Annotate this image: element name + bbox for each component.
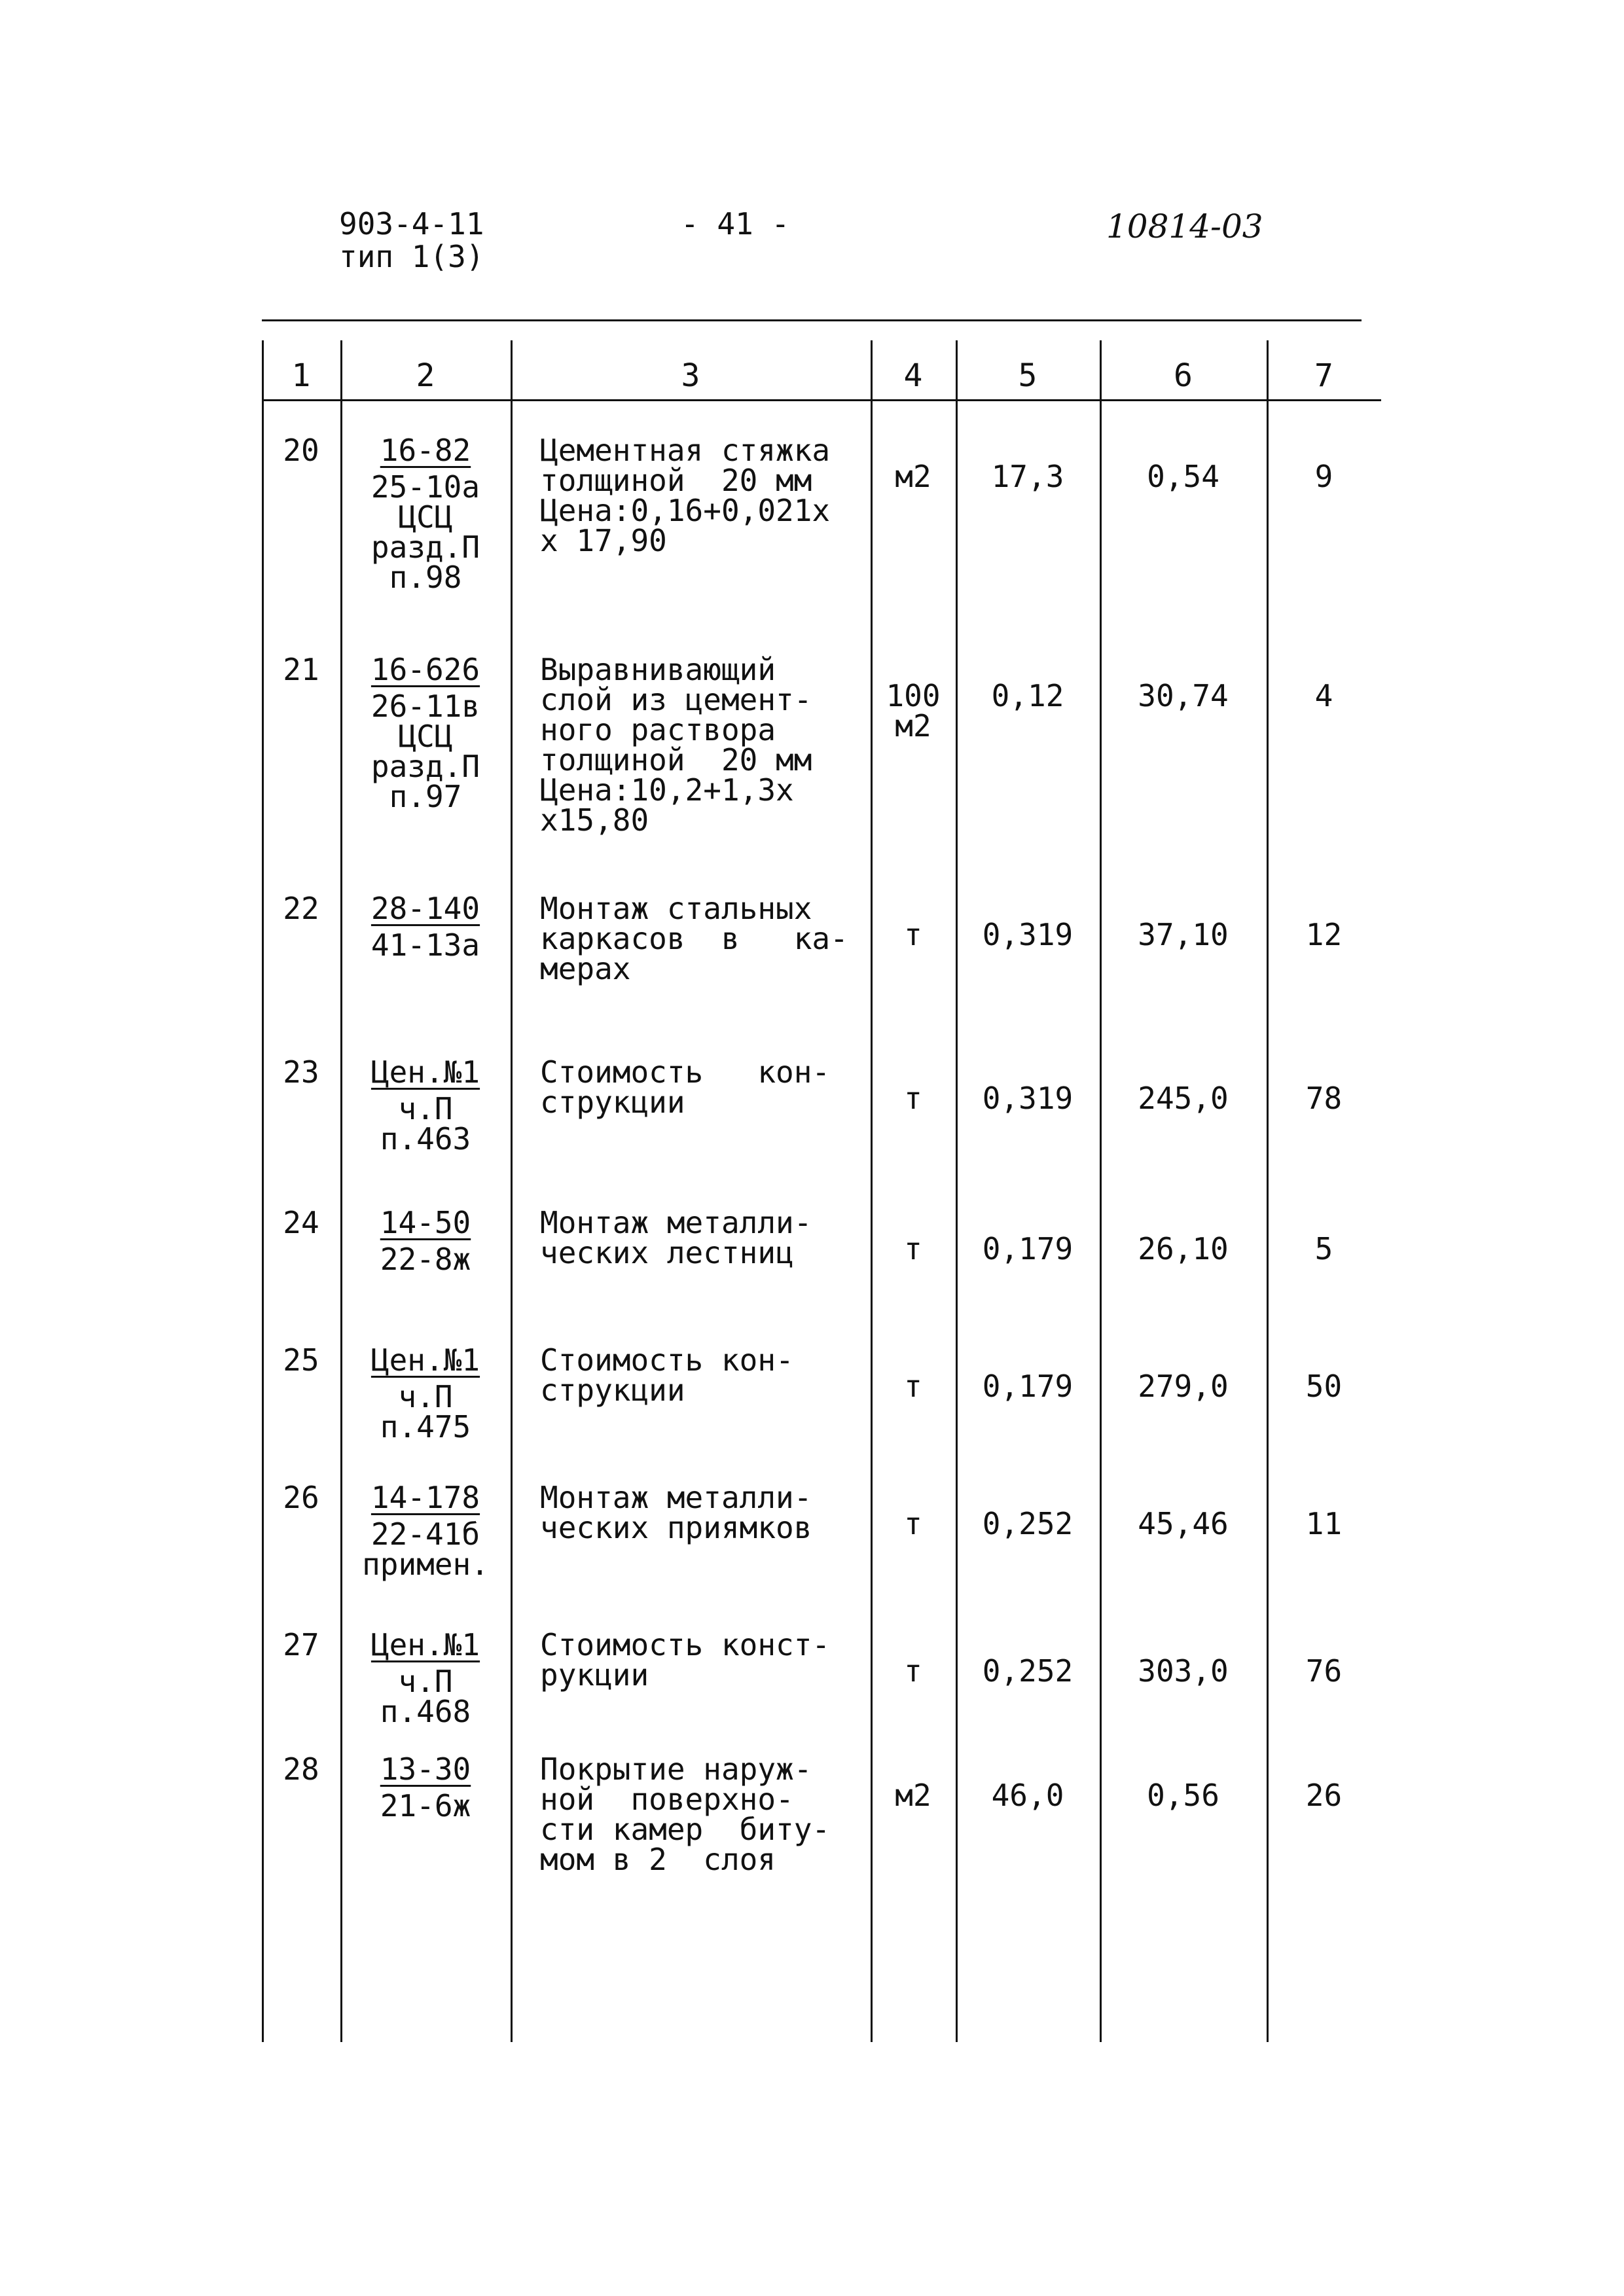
unit-price: 0,54 — [1147, 459, 1219, 494]
description-line: струкции — [540, 1372, 685, 1408]
description-line: Стоимость кон- — [540, 1054, 831, 1090]
unit: м2 — [895, 1778, 931, 1813]
reference-line: 22-8ж — [380, 1242, 471, 1277]
total-cost: 76 — [1305, 1653, 1343, 1689]
unit: т — [904, 1369, 922, 1404]
description-line: слой из цемент- — [540, 682, 812, 717]
reference-line: Цен.№1 — [370, 1342, 480, 1378]
total-cost: 50 — [1305, 1369, 1343, 1404]
reference-line: 14-178 — [370, 1480, 480, 1515]
column-header: 7 — [1314, 357, 1333, 394]
description-line: Цена:10,2+1,3х — [540, 772, 794, 808]
reference-line: ч.П — [398, 1091, 453, 1126]
unit-price: 26,10 — [1138, 1231, 1229, 1266]
description-line: Цементная стяжка — [540, 433, 831, 468]
description-line: Цена:0,16+0,021х — [540, 493, 831, 528]
description-line: каркасов в ка- — [540, 921, 848, 956]
quantity: 0,252 — [982, 1653, 1074, 1689]
reference-line: 21-6ж — [380, 1788, 471, 1823]
unit: т — [904, 1231, 922, 1266]
description-line: Монтаж металли- — [540, 1205, 812, 1240]
total-cost: 78 — [1305, 1081, 1343, 1116]
description-line: Стоимость конст- — [540, 1627, 831, 1662]
unit: т — [904, 917, 922, 952]
reference-line: разд.П — [370, 529, 480, 565]
row-number: 21 — [283, 652, 319, 687]
reference-line: п.468 — [380, 1694, 471, 1729]
description-line: х15,80 — [540, 802, 649, 838]
total-cost: 26 — [1305, 1778, 1343, 1813]
reference-line: Цен.№1 — [370, 1054, 480, 1090]
reference-line: 22-41б — [370, 1516, 480, 1552]
reference-line: п.97 — [389, 779, 462, 814]
quantity: 46,0 — [991, 1778, 1064, 1813]
row-number: 22 — [283, 891, 319, 926]
description-line: ческих лестниц — [540, 1235, 794, 1270]
reference-line: 16-626 — [370, 652, 480, 687]
reference-line: ЦСЦ — [398, 719, 453, 754]
document-type: тип 1(3) — [339, 239, 484, 274]
description-line: мом в 2 слоя — [540, 1842, 776, 1877]
description-line: Стоимость кон- — [540, 1342, 794, 1378]
quantity: 0,179 — [982, 1231, 1074, 1266]
total-cost: 5 — [1314, 1231, 1333, 1266]
row-number: 20 — [283, 433, 319, 468]
top-rule — [262, 319, 1362, 321]
column-header: 5 — [1018, 357, 1038, 394]
description-line: Покрытие наруж- — [540, 1751, 812, 1787]
reference-line: п.475 — [380, 1409, 471, 1444]
unit: т — [904, 1506, 922, 1541]
description-line: Монтаж металли- — [540, 1480, 812, 1515]
column-header: 4 — [903, 357, 923, 394]
quantity: 0,179 — [982, 1369, 1074, 1404]
reference-line: ч.П — [398, 1664, 453, 1699]
description-line: х 17,90 — [540, 523, 667, 558]
quantity: 0,319 — [982, 1081, 1074, 1116]
unit: м2 — [895, 459, 931, 494]
quantity: 17,3 — [991, 459, 1064, 494]
description-line: ного раствора — [540, 712, 776, 747]
reference-line: 25-10а — [370, 469, 480, 505]
reference-line: ч.П — [398, 1379, 453, 1414]
row-number: 23 — [283, 1054, 319, 1090]
column-header: 3 — [681, 357, 700, 394]
row-number: 27 — [283, 1627, 319, 1662]
unit-price: 245,0 — [1138, 1081, 1229, 1116]
description-line: сти камер биту- — [540, 1812, 831, 1847]
row-number: 24 — [283, 1205, 319, 1240]
header-underline — [262, 399, 1381, 401]
description-line: струкции — [540, 1085, 685, 1120]
total-cost: 4 — [1314, 678, 1333, 713]
column-header: 2 — [416, 357, 435, 394]
reference-line: ЦСЦ — [398, 499, 453, 535]
reference-line: 41-13а — [370, 927, 480, 963]
quantity: 0,12 — [991, 678, 1064, 713]
unit-price: 37,10 — [1138, 917, 1229, 952]
row-number: 28 — [283, 1751, 319, 1787]
handwritten-note: 10814-03 — [1106, 207, 1263, 245]
description-line: ной поверхно- — [540, 1782, 794, 1817]
document-code: 903-4-11 — [339, 206, 484, 242]
reference-line: примен. — [362, 1547, 489, 1582]
description-line: толщиной 20 мм — [540, 742, 812, 778]
total-cost: 9 — [1314, 459, 1333, 494]
unit: 100 м2 — [886, 678, 941, 744]
page-number: - 41 - — [681, 206, 790, 242]
description-line: Монтаж стальных — [540, 891, 812, 926]
description-line: толщиной 20 мм — [540, 463, 812, 498]
total-cost: 11 — [1305, 1506, 1343, 1541]
unit-price: 0,56 — [1147, 1778, 1219, 1813]
reference-line: 26-11в — [370, 689, 480, 724]
description-line: рукции — [540, 1657, 649, 1693]
unit-price: 303,0 — [1138, 1653, 1229, 1689]
column-divider — [511, 340, 513, 2042]
quantity: 0,319 — [982, 917, 1074, 952]
column-divider — [340, 340, 342, 2042]
unit: т — [904, 1081, 922, 1116]
reference-line: 14-50 — [380, 1205, 471, 1240]
unit-price: 45,46 — [1138, 1506, 1229, 1541]
description-line: мерах — [540, 951, 631, 986]
unit-price: 30,74 — [1138, 678, 1229, 713]
unit-price: 279,0 — [1138, 1369, 1229, 1404]
row-number: 26 — [283, 1480, 319, 1515]
total-cost: 12 — [1305, 917, 1343, 952]
reference-line: п.98 — [389, 560, 462, 595]
reference-line: разд.П — [370, 749, 480, 784]
column-divider — [262, 340, 264, 2042]
quantity: 0,252 — [982, 1506, 1074, 1541]
unit: т — [904, 1653, 922, 1689]
reference-line: п.463 — [380, 1121, 471, 1157]
reference-line: 13-30 — [380, 1751, 471, 1787]
column-header: 6 — [1174, 357, 1193, 394]
description-line: ческих приямков — [540, 1510, 812, 1545]
reference-line: Цен.№1 — [370, 1627, 480, 1662]
reference-line: 28-140 — [370, 891, 480, 926]
description-line: Выравнивающий — [540, 652, 776, 687]
column-header: 1 — [291, 357, 311, 394]
row-number: 25 — [283, 1342, 319, 1378]
reference-line: 16-82 — [380, 433, 471, 468]
